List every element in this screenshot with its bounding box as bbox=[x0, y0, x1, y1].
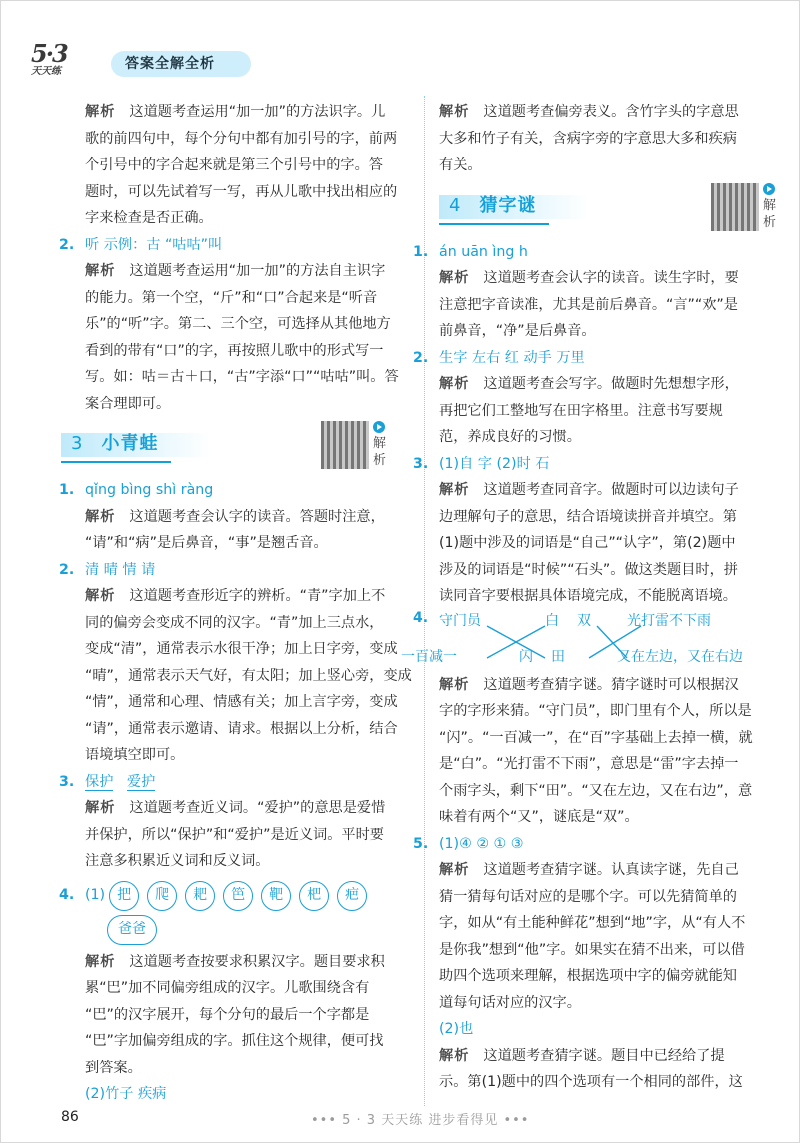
analysis-paragraph: 解析 这道题考查偏旁表义。含竹字头的字意思 bbox=[439, 104, 739, 120]
text-line: 乐”的“听”字。第二、三个空，可选择从其他地方 bbox=[85, 316, 391, 332]
text-line: 范，养成良好的习惯。 bbox=[439, 429, 581, 445]
answer-line: 3. 保护 爱护 bbox=[59, 773, 156, 790]
text-line: 歌的前四句中，每个分句中都有加引号的字，前两 bbox=[85, 130, 398, 147]
circled-char: 把 bbox=[109, 881, 139, 911]
text-line: 个雨字头，剩下“田”。“又在左边，又在右边”，意 bbox=[439, 782, 753, 799]
text-line: 看到的带有“口”的字，再按照儿歌中的形式写一 bbox=[85, 342, 384, 359]
circled-char: 爬 bbox=[147, 881, 177, 911]
text-line: 变成“清”，通常表示水很干净；加上日字旁，变成 bbox=[85, 641, 398, 657]
text-line: 有关。 bbox=[439, 157, 482, 173]
match-item: 闪 bbox=[519, 648, 533, 665]
match-item: 守门员 bbox=[439, 612, 481, 629]
answer-line: 2. 听 示例：古 “咕咕”叫 bbox=[59, 236, 223, 253]
analysis-paragraph: 解析 这道题考查同音字。做题时可以边读句子 bbox=[439, 482, 739, 498]
footer-slogan: ••• 5 · 3 天天练 进步看得见 ••• bbox=[311, 1113, 530, 1128]
text-line: 助四个选项来理解，根据选项中字的偏旁就能知 bbox=[439, 968, 737, 984]
qr-code-image bbox=[711, 183, 759, 231]
match-item: 田 bbox=[551, 648, 565, 665]
text-line: 个引号中的字合起来就是第三个引号中的字。答 bbox=[85, 157, 383, 173]
text-line: 累“巴”加不同偏旁组成的汉字。儿歌围绕含有 bbox=[85, 980, 370, 996]
page-header bbox=[19, 29, 319, 79]
text-line: 写。如：咕＝古＋口，“古”字添“口”“咕咕”叫。答 bbox=[85, 369, 399, 385]
circled-char: 靶 bbox=[261, 881, 291, 911]
text-line: “情”，通常和心理、情感有关；加上言字旁，变成 bbox=[85, 694, 398, 710]
analysis-paragraph: 解析 这道题考查运用“加一加”的方法自主识字 bbox=[85, 263, 386, 279]
analysis-paragraph: 解析 这道题考查猜字谜。猜字谜时可以根据汉 bbox=[439, 676, 739, 693]
text-line: 读同音字要根据具体语境完成，不能脱离语境。 bbox=[439, 588, 737, 604]
analysis-paragraph: 解析 这道题考查会认字的读音。读生字时，要 bbox=[439, 270, 739, 286]
analysis-paragraph: 解析 这道题考查猜字谜。题目中已经给了提 bbox=[439, 1047, 725, 1064]
qr-label: 解析 bbox=[373, 436, 387, 468]
text-line: 案合理即可。 bbox=[85, 395, 171, 412]
text-line: 涉及的词语是“时候”“石头”。做这类题目时，拼 bbox=[439, 561, 738, 578]
text-line: 的能力。第一个空，“斤”和“口”合起来是“听音 bbox=[85, 289, 378, 306]
text-line: 字的字形来猜。“守门员”，即门里有个人，所以是 bbox=[439, 703, 752, 719]
match-item: 白 bbox=[545, 612, 559, 629]
analysis-paragraph: 解析 这道题考查近义词。“爱护”的意思是爱惜 bbox=[85, 800, 386, 816]
circled-char: 杷 bbox=[299, 881, 329, 911]
text-line: “巴”字加偏旁组成的字。抓住这个规律，便可找 bbox=[85, 1033, 384, 1049]
match-item: 光打雷不下雨 bbox=[627, 612, 711, 629]
text-line: (1)题中涉及的词语是“自己”“认字”，第(2)题中 bbox=[439, 535, 736, 551]
analysis-paragraph: 解析 这道题考查运用“加一加”的方法识字。儿 bbox=[85, 104, 386, 120]
match-item: 又在左边，又在右边 bbox=[617, 648, 743, 665]
answer-line: 3. (1)自 字 (2)时 石 bbox=[413, 455, 550, 472]
text-line: 字，如从“有土能种鲜花”想到“地”字，从“有人不 bbox=[439, 915, 746, 931]
text-line: 是“白”。“光打雷不下雨”，意思是“雷”字去掉一 bbox=[439, 756, 739, 772]
answer-line: (2)也 bbox=[439, 1021, 474, 1037]
answer-line: 1. qǐng bìng shì ràng bbox=[59, 482, 214, 498]
text-line: 字来检查是否正确。 bbox=[85, 210, 213, 226]
brand-logo: 5·3 天天练 bbox=[31, 39, 67, 77]
circled-char: 爸爸 bbox=[107, 915, 157, 945]
answer-line: 2. 清 晴 情 请 bbox=[59, 561, 156, 578]
qr-code-image bbox=[321, 421, 369, 469]
matching-diagram bbox=[401, 609, 769, 672]
analysis-paragraph: 解析 这道题考查按要求积累汉字。题目要求积 bbox=[85, 953, 385, 970]
text-line: 题时，可以先试着写一写，再从儿歌中找出相应的 bbox=[85, 183, 398, 200]
text-line: “巴”的汉字展开，每个分句的最后一个字都是 bbox=[85, 1006, 370, 1023]
text-line: 示。第(1)题中的四个选项有一个相同的部件，这 bbox=[439, 1074, 743, 1090]
analysis-paragraph: 解析 这道题考查会写字。做题时先想想字形， bbox=[439, 376, 739, 392]
play-icon bbox=[763, 183, 775, 195]
text-line: 再把它们工整地写在田字格里。注意书写要规 bbox=[439, 402, 723, 419]
text-line: “晴”，通常表示天气好，有太阳；加上竖心旁，变成 bbox=[85, 667, 412, 684]
text-line: 注意多积累近义词和反义词。 bbox=[85, 853, 270, 869]
analysis-paragraph: 解析 这道题考查形近字的辨析。“青”字加上不 bbox=[85, 588, 386, 604]
section-heading-3: 3 小青蛙 解析 bbox=[61, 427, 415, 471]
text-line: 到答案。 bbox=[85, 1059, 142, 1076]
analysis-paragraph: 解析 这道题考查猜字谜。认真读字谜，先自己 bbox=[439, 862, 739, 878]
circled-char: 耙 bbox=[185, 881, 215, 911]
question-number: 4. bbox=[413, 609, 429, 626]
circled-char: 疤 bbox=[337, 881, 367, 911]
answer-line: (2)竹子 疾病 bbox=[85, 1086, 167, 1102]
text-line: 是你我”想到“他”字。如果实在猜不出来，可以借 bbox=[439, 941, 745, 958]
circled-char: 笆 bbox=[223, 881, 253, 911]
text-line: 并保护，所以“保护”和“爱护”是近义词。平时要 bbox=[85, 826, 384, 843]
answer-line: 5. (1)④ ② ① ③ bbox=[413, 835, 524, 852]
analysis-paragraph: 解析 这道题考查会认字的读音。答题时注意， bbox=[85, 508, 385, 525]
qr-label: 解析 bbox=[763, 197, 777, 230]
answer-line bbox=[85, 913, 415, 949]
text-line: 边理解句子的意思，结合语境读拼音并填空。第 bbox=[439, 508, 737, 525]
text-line: 前鼻音，“净”是后鼻音。 bbox=[439, 323, 596, 339]
text-line: 语境填空即可。 bbox=[85, 747, 185, 763]
text-line: 注意把字音读准，尤其是前后鼻音。“言”“欢”是 bbox=[439, 296, 738, 313]
text-line: “请”，通常表示邀请、请求。根据以上分析，结合 bbox=[85, 720, 398, 737]
section-heading-4: 4 猜字谜 解析 bbox=[439, 189, 769, 233]
text-line: “请”和“病”是后鼻音，“事”是翘舌音。 bbox=[85, 535, 328, 551]
text-line: 味着有两个“又”，谜底是“双”。 bbox=[439, 809, 639, 825]
left-column bbox=[59, 99, 415, 1108]
answer-line: 4. (1) 把 爬 耙 笆 靶 杷 疤 bbox=[85, 879, 415, 913]
text-line: 猜一猜每句话对应的是哪个字。可以先猜简单的 bbox=[439, 888, 737, 905]
text-line: 同的偏旁会变成不同的汉字。“青”加上三点水， bbox=[85, 614, 384, 631]
match-item: 一百减一 bbox=[401, 648, 457, 665]
play-icon bbox=[373, 421, 385, 433]
text-line: “闪”。“一百减一”，在“百”字基础上去掉一横，就 bbox=[439, 729, 753, 746]
text-line: 道每句话对应的汉字。 bbox=[439, 994, 581, 1011]
match-item: 双 bbox=[577, 612, 591, 629]
answer-line: 2. 生字 左右 红 动手 万里 bbox=[413, 349, 585, 366]
header-title-pill: 答案全解全析 bbox=[111, 51, 251, 77]
text-line: 大多和竹子有关，含病字旁的字意思大多和疾病 bbox=[439, 130, 737, 147]
right-column bbox=[401, 99, 777, 1096]
page-number: 86 bbox=[61, 1109, 79, 1125]
answer-line: 1. án uān ìng h bbox=[413, 243, 528, 260]
